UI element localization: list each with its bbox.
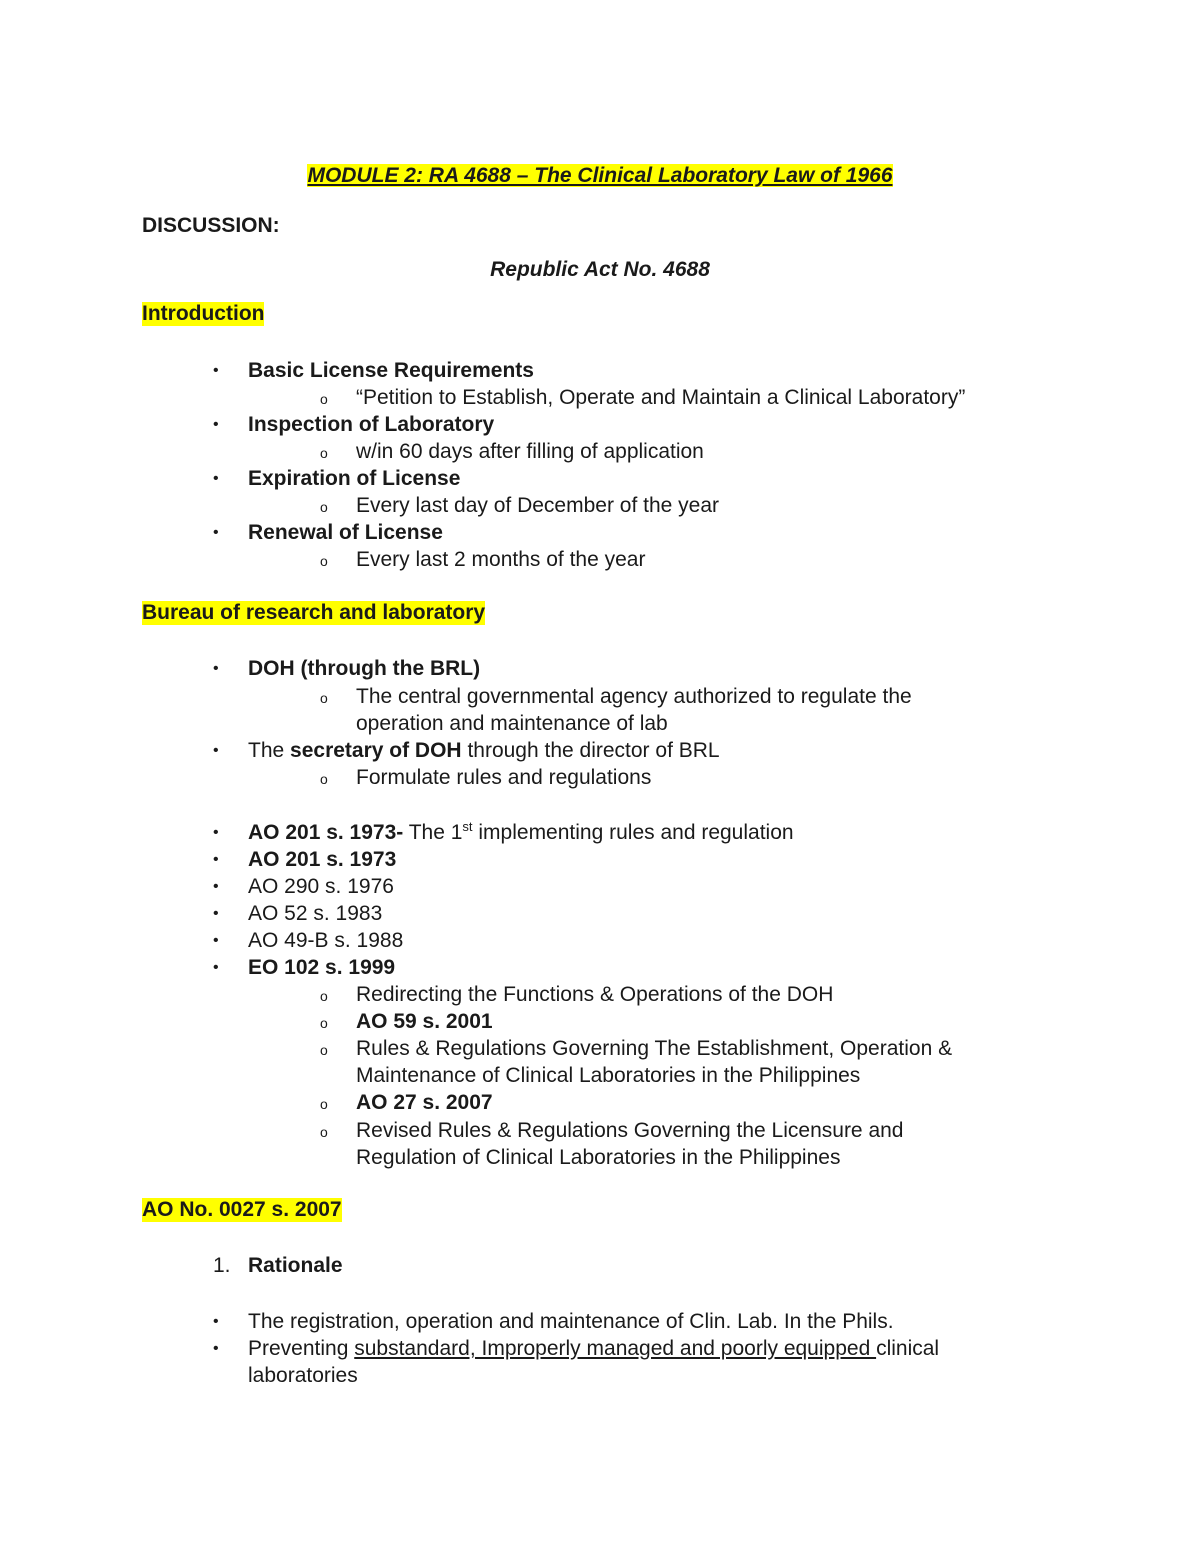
intro-item-label: Basic License Requirements — [248, 359, 534, 382]
sub-bullet-glyph: o — [320, 553, 328, 569]
rationale-label: Rationale — [248, 1254, 343, 1277]
eo-sub: Maintenance of Clinical Laboratories in the Philippines — [356, 1064, 861, 1087]
bullet-glyph: • — [213, 932, 219, 949]
ao1-bold: AO 201 s. 1973- — [248, 821, 404, 844]
secretary-pre: The — [248, 739, 291, 762]
sub-bullet-glyph: o — [320, 1096, 328, 1112]
bullet-glyph: • — [213, 905, 219, 922]
sub-bullet-glyph: o — [320, 1124, 328, 1140]
doh-sub-line2: operation and maintenance of lab — [356, 712, 668, 735]
rationale-item: The registration, operation and maintenance of Clin. Lab. In the Phils. — [248, 1310, 894, 1333]
list-number: 1. — [213, 1254, 231, 1277]
bullet-glyph: • — [213, 362, 219, 379]
doh-label: DOH (through the BRL) — [248, 657, 481, 680]
bullet-glyph: • — [213, 524, 219, 541]
sub-bullet-glyph: o — [320, 391, 328, 407]
sub-bullet-glyph: o — [320, 690, 328, 706]
item2-post: clinical — [876, 1337, 940, 1360]
secretary-bold: secretary of DOH — [290, 739, 462, 762]
bullet-glyph: • — [213, 878, 219, 895]
ao-item-first — [248, 819, 794, 846]
intro-item-label: Inspection of Laboratory — [248, 413, 495, 436]
secretary-line — [248, 737, 720, 764]
ao-item: AO 201 s. 1973 — [248, 848, 397, 871]
intro-item-label: Expiration of License — [248, 467, 461, 490]
document-title-wrap — [0, 164, 1200, 188]
bullet-glyph: • — [213, 470, 219, 487]
bullet-glyph: • — [213, 660, 219, 677]
bullet-glyph: • — [213, 742, 219, 759]
ao1-text-post: implementing rules and regulation — [472, 821, 794, 844]
eo-item: EO 102 s. 1999 — [248, 956, 396, 979]
ao-item: AO 290 s. 1976 — [248, 875, 394, 898]
eo-sub: Redirecting the Functions & Operations of the DOH — [356, 983, 834, 1006]
bullet-glyph: • — [213, 416, 219, 433]
intro-item-sub: Every last 2 months of the year — [356, 548, 646, 571]
eo-sub: AO 27 s. 2007 — [356, 1091, 493, 1114]
doh-sub-line1: The central governmental agency authorized to regulate the — [356, 685, 912, 708]
sub-bullet-glyph: o — [320, 771, 328, 787]
intro-item-sub: Every last day of December of the year — [356, 494, 719, 517]
ao-item: AO 49-B s. 1988 — [248, 929, 404, 952]
bullet-glyph: • — [213, 1340, 219, 1357]
intro-item-sub: “Petition to Establish, Operate and Maintain a Clinical Laboratory” — [356, 386, 966, 409]
bullet-glyph: • — [213, 824, 219, 841]
document-title: MODULE 2: RA 4688 – The Clinical Laboratory Law of 1966 — [307, 164, 893, 187]
sub-bullet-glyph: o — [320, 988, 328, 1004]
ao-section-heading: AO No. 0027 s. 2007 — [142, 1198, 342, 1221]
bullet-glyph: • — [213, 1313, 219, 1330]
sub-bullet-glyph: o — [320, 445, 328, 461]
intro-item-sub: w/in 60 days after filling of application — [356, 440, 704, 463]
eo-sub: Regulation of Clinical Laboratories in the Philippines — [356, 1146, 841, 1169]
ao-item: AO 52 s. 1983 — [248, 902, 383, 925]
bureau-heading: Bureau of research and laboratory — [142, 601, 486, 624]
sub-bullet-glyph: o — [320, 499, 328, 515]
rationale-item — [248, 1335, 939, 1362]
sub-bullet-glyph: o — [320, 1015, 328, 1031]
eo-sub: Revised Rules & Regulations Governing the Licensure and — [356, 1119, 904, 1142]
secretary-post: through the director of BRL — [461, 739, 720, 762]
introduction-heading: Introduction — [142, 302, 265, 325]
ao1-text-pre: The 1 — [403, 821, 463, 844]
bullet-glyph: • — [213, 851, 219, 868]
intro-item-label: Renewal of License — [248, 521, 443, 544]
rationale-item-line2: laboratories — [248, 1364, 358, 1387]
discussion-label: DISCUSSION: — [142, 214, 280, 237]
eo-sub: AO 59 s. 2001 — [356, 1010, 493, 1033]
item2-underlined: substandard, Improperly managed and poorly equipped — [354, 1337, 877, 1360]
eo-sub: Rules & Regulations Governing The Establishment, Operation & — [356, 1037, 953, 1060]
act-title: Republic Act No. 4688 — [490, 258, 710, 281]
ao1-sup: st — [462, 819, 473, 834]
secretary-sub: Formulate rules and regulations — [356, 766, 652, 789]
sub-bullet-glyph: o — [320, 1042, 328, 1058]
item2-pre: Preventing — [248, 1337, 355, 1360]
bullet-glyph: • — [213, 959, 219, 976]
